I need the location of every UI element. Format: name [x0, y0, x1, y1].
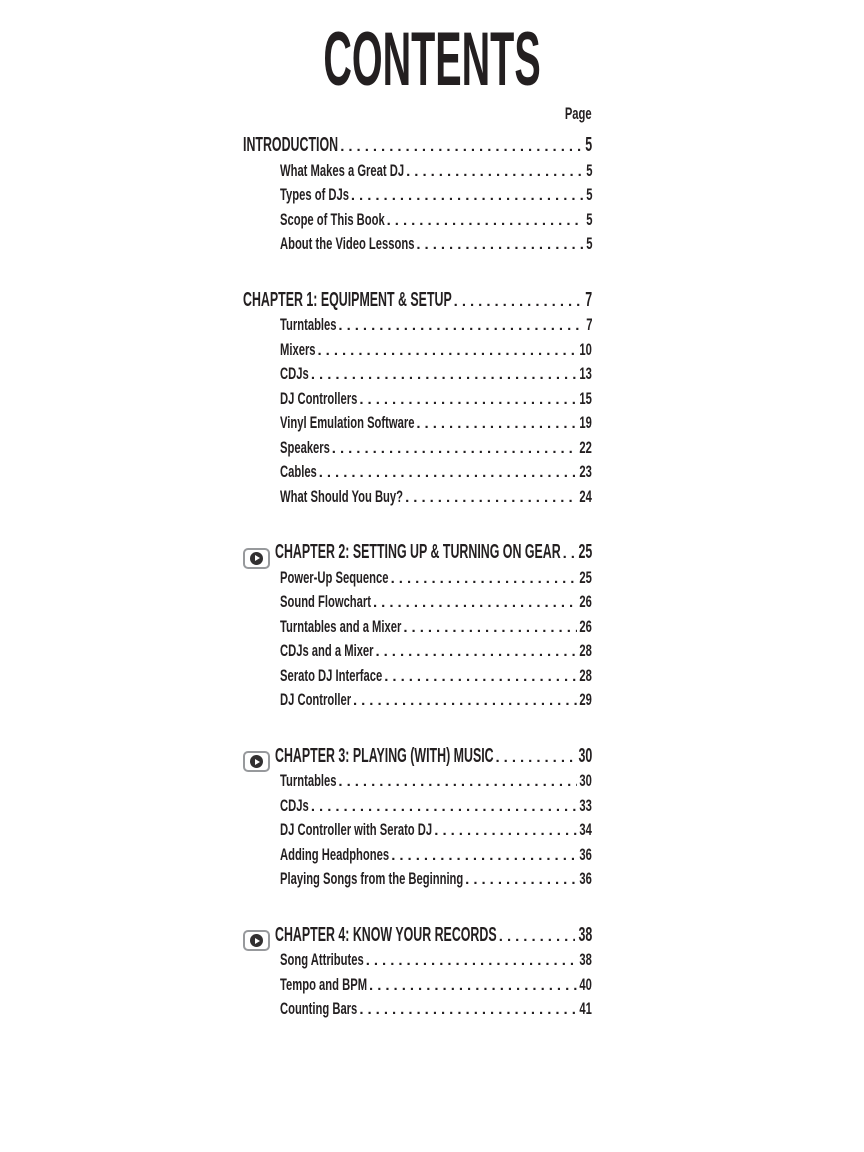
dot-leader — [332, 436, 577, 461]
toc-entry-page-number: 28 — [579, 641, 592, 660]
toc-entry — [243, 590, 592, 615]
toc-entry-page-number: 29 — [579, 690, 592, 709]
toc-entry-label: About the Video Lessons — [280, 234, 415, 253]
dot-leader — [405, 485, 576, 510]
toc-entry-label: Mixers — [280, 339, 316, 359]
toc-entry-label: DJ Controller with Serato DJ — [280, 820, 433, 839]
toc-heading-row — [243, 924, 592, 949]
toc-heading-page-number: 5 — [585, 134, 592, 156]
toc-entry-page-number: 5 — [585, 209, 592, 229]
dot-leader — [353, 688, 577, 713]
dot-leader — [359, 387, 576, 412]
toc-heading-page-number: 25 — [578, 541, 592, 563]
toc-entry — [243, 460, 592, 485]
toc-items — [243, 313, 592, 509]
toc-heading-label: CHAPTER 3: PLAYING (WITH) MUSIC — [275, 744, 494, 767]
toc-entry — [243, 362, 592, 387]
toc-entry-page-number: 28 — [579, 665, 592, 685]
toc-entry — [243, 818, 592, 843]
dot-leader — [434, 818, 576, 843]
toc-entry-label: Turntables and a Mixer — [280, 616, 402, 636]
toc-entry-page-number: 38 — [579, 950, 592, 969]
video-play-icon — [243, 751, 270, 772]
toc-section — [243, 541, 592, 713]
toc-entry-page-number: 36 — [579, 869, 592, 888]
toc-entry-label: What Makes a Great DJ — [280, 160, 405, 180]
toc-entry-label: Turntables — [280, 771, 337, 790]
toc-entry — [243, 997, 592, 1022]
toc-entry — [243, 639, 592, 664]
toc-entry — [243, 159, 592, 184]
dot-leader — [340, 134, 582, 159]
toc-heading-page-number: 7 — [585, 288, 592, 311]
toc-heading-row — [243, 541, 592, 566]
toc-entry-page-number: 24 — [579, 486, 592, 506]
dot-leader — [454, 289, 582, 314]
toc-heading-row — [243, 289, 592, 314]
toc-entry-page-number: 30 — [579, 771, 592, 790]
toc-entry-label: Power-Up Sequence — [280, 567, 389, 587]
dot-leader — [311, 794, 577, 819]
toc-heading-label: CHAPTER 1: EQUIPMENT & SETUP — [243, 288, 452, 311]
toc-entry-page-number: 5 — [585, 160, 592, 180]
dot-leader — [384, 664, 576, 689]
toc-section — [243, 924, 592, 1022]
toc-entry-page-number: 19 — [579, 413, 592, 432]
toc-entry — [243, 485, 592, 510]
toc-entry-label: Sound Flowchart — [280, 592, 372, 611]
toc-items — [243, 566, 592, 713]
play-circle — [250, 552, 263, 565]
toc-entry — [243, 794, 592, 819]
play-triangle-icon — [255, 555, 260, 561]
toc-section — [243, 745, 592, 892]
dot-leader — [416, 232, 582, 257]
toc-entry-page-number: 26 — [579, 616, 592, 636]
dot-leader — [318, 338, 577, 363]
toc-entry — [243, 232, 592, 257]
dot-leader — [373, 590, 577, 615]
dot-leader — [403, 615, 576, 640]
toc-entry — [243, 867, 592, 892]
toc-entry — [243, 769, 592, 794]
dot-leader — [563, 541, 576, 566]
toc-entry-label: Vinyl Emulation Software — [280, 413, 415, 432]
toc-entry — [243, 411, 592, 436]
dot-leader — [465, 867, 576, 892]
toc-entry-page-number: 7 — [585, 315, 592, 334]
toc-entry-page-number: 25 — [579, 567, 592, 587]
title-block — [0, 0, 864, 102]
toc-entry-page-number: 5 — [585, 234, 592, 253]
toc-entry-label: DJ Controllers — [280, 388, 358, 408]
play-triangle-icon — [255, 759, 260, 765]
dot-leader — [319, 460, 577, 485]
toc-entry — [243, 615, 592, 640]
toc-entry-label: Types of DJs — [280, 185, 350, 204]
toc-entry — [243, 566, 592, 591]
toc-entry-label: Speakers — [280, 437, 330, 457]
dot-leader — [338, 769, 576, 794]
dot-leader — [366, 948, 577, 973]
dot-leader — [416, 411, 576, 436]
toc-entry — [243, 183, 592, 208]
toc-items — [243, 159, 592, 257]
toc-heading-label: CHAPTER 2: SETTING UP & TURNING ON GEAR — [275, 541, 561, 563]
toc-entry-page-number: 10 — [579, 339, 592, 359]
toc-entry-page-number: 34 — [579, 820, 592, 839]
toc-entry-page-number: 13 — [579, 364, 592, 383]
table-of-contents — [243, 134, 592, 1022]
video-play-icon — [243, 548, 270, 569]
video-play-icon — [243, 930, 270, 951]
toc-entry — [243, 208, 592, 233]
toc-entry-label: Counting Bars — [280, 999, 358, 1018]
toc-entry-page-number: 5 — [585, 185, 592, 204]
toc-entry — [243, 843, 592, 868]
toc-heading-label: CHAPTER 4: KNOW YOUR RECORDS — [275, 923, 497, 946]
toc-section — [243, 289, 592, 510]
toc-entry-page-number: 41 — [579, 999, 592, 1018]
dot-leader — [375, 639, 576, 664]
toc-entry-label: Adding Headphones — [280, 844, 390, 864]
dot-leader — [387, 208, 583, 233]
toc-heading-label: INTRODUCTION — [243, 134, 339, 156]
toc-heading-page-number: 30 — [578, 744, 592, 767]
toc-entry-page-number: 23 — [579, 462, 592, 481]
toc-entry-label: CDJs and a Mixer — [280, 641, 374, 660]
toc-heading-row — [243, 745, 592, 770]
dot-leader — [495, 745, 575, 770]
toc-entry — [243, 948, 592, 973]
dot-leader — [391, 566, 577, 591]
toc-entry-label: Tempo and BPM — [280, 974, 368, 994]
toc-entry — [243, 436, 592, 461]
toc-entry-page-number: 33 — [579, 795, 592, 815]
toc-entry-label: DJ Controller — [280, 690, 352, 709]
page-column-label: Page — [565, 104, 592, 123]
toc-entry-label: What Should You Buy? — [280, 486, 403, 506]
toc-entry-label: Song Attributes — [280, 950, 364, 969]
play-triangle-icon — [255, 938, 260, 944]
dot-leader — [369, 973, 576, 998]
dot-leader — [499, 924, 575, 949]
toc-entry-label: Turntables — [280, 315, 337, 334]
page-title: CONTENTS — [323, 17, 541, 102]
toc-entry — [243, 973, 592, 998]
dot-leader — [311, 362, 577, 387]
dot-leader — [359, 997, 576, 1022]
toc-entry — [243, 688, 592, 713]
toc-entry-page-number: 15 — [579, 388, 592, 408]
toc-entry-page-number: 40 — [579, 974, 592, 994]
toc-entry — [243, 664, 592, 689]
dot-leader — [406, 159, 582, 184]
toc-entry-page-number: 36 — [579, 844, 592, 864]
toc-section — [243, 134, 592, 257]
play-circle — [250, 934, 263, 947]
toc-entry-page-number: 26 — [579, 592, 592, 611]
toc-entry-label: CDJs — [280, 795, 309, 815]
toc-entry-label: Playing Songs from the Beginning — [280, 869, 464, 888]
toc-entry — [243, 338, 592, 363]
toc-heading-page-number: 38 — [578, 923, 592, 946]
toc-heading-row — [243, 134, 592, 159]
toc-entry-label: Serato DJ Interface — [280, 665, 383, 685]
play-circle — [250, 755, 263, 768]
toc-entry-label: Scope of This Book — [280, 209, 385, 229]
dot-leader — [351, 183, 583, 208]
dot-leader — [338, 313, 582, 338]
toc-entry — [243, 313, 592, 338]
toc-entry — [243, 387, 592, 412]
toc-entry-page-number: 22 — [579, 437, 592, 457]
toc-entry-label: CDJs — [280, 364, 309, 383]
toc-items — [243, 769, 592, 892]
dot-leader — [391, 843, 576, 868]
toc-entry-label: Cables — [280, 462, 317, 481]
toc-items — [243, 948, 592, 1022]
